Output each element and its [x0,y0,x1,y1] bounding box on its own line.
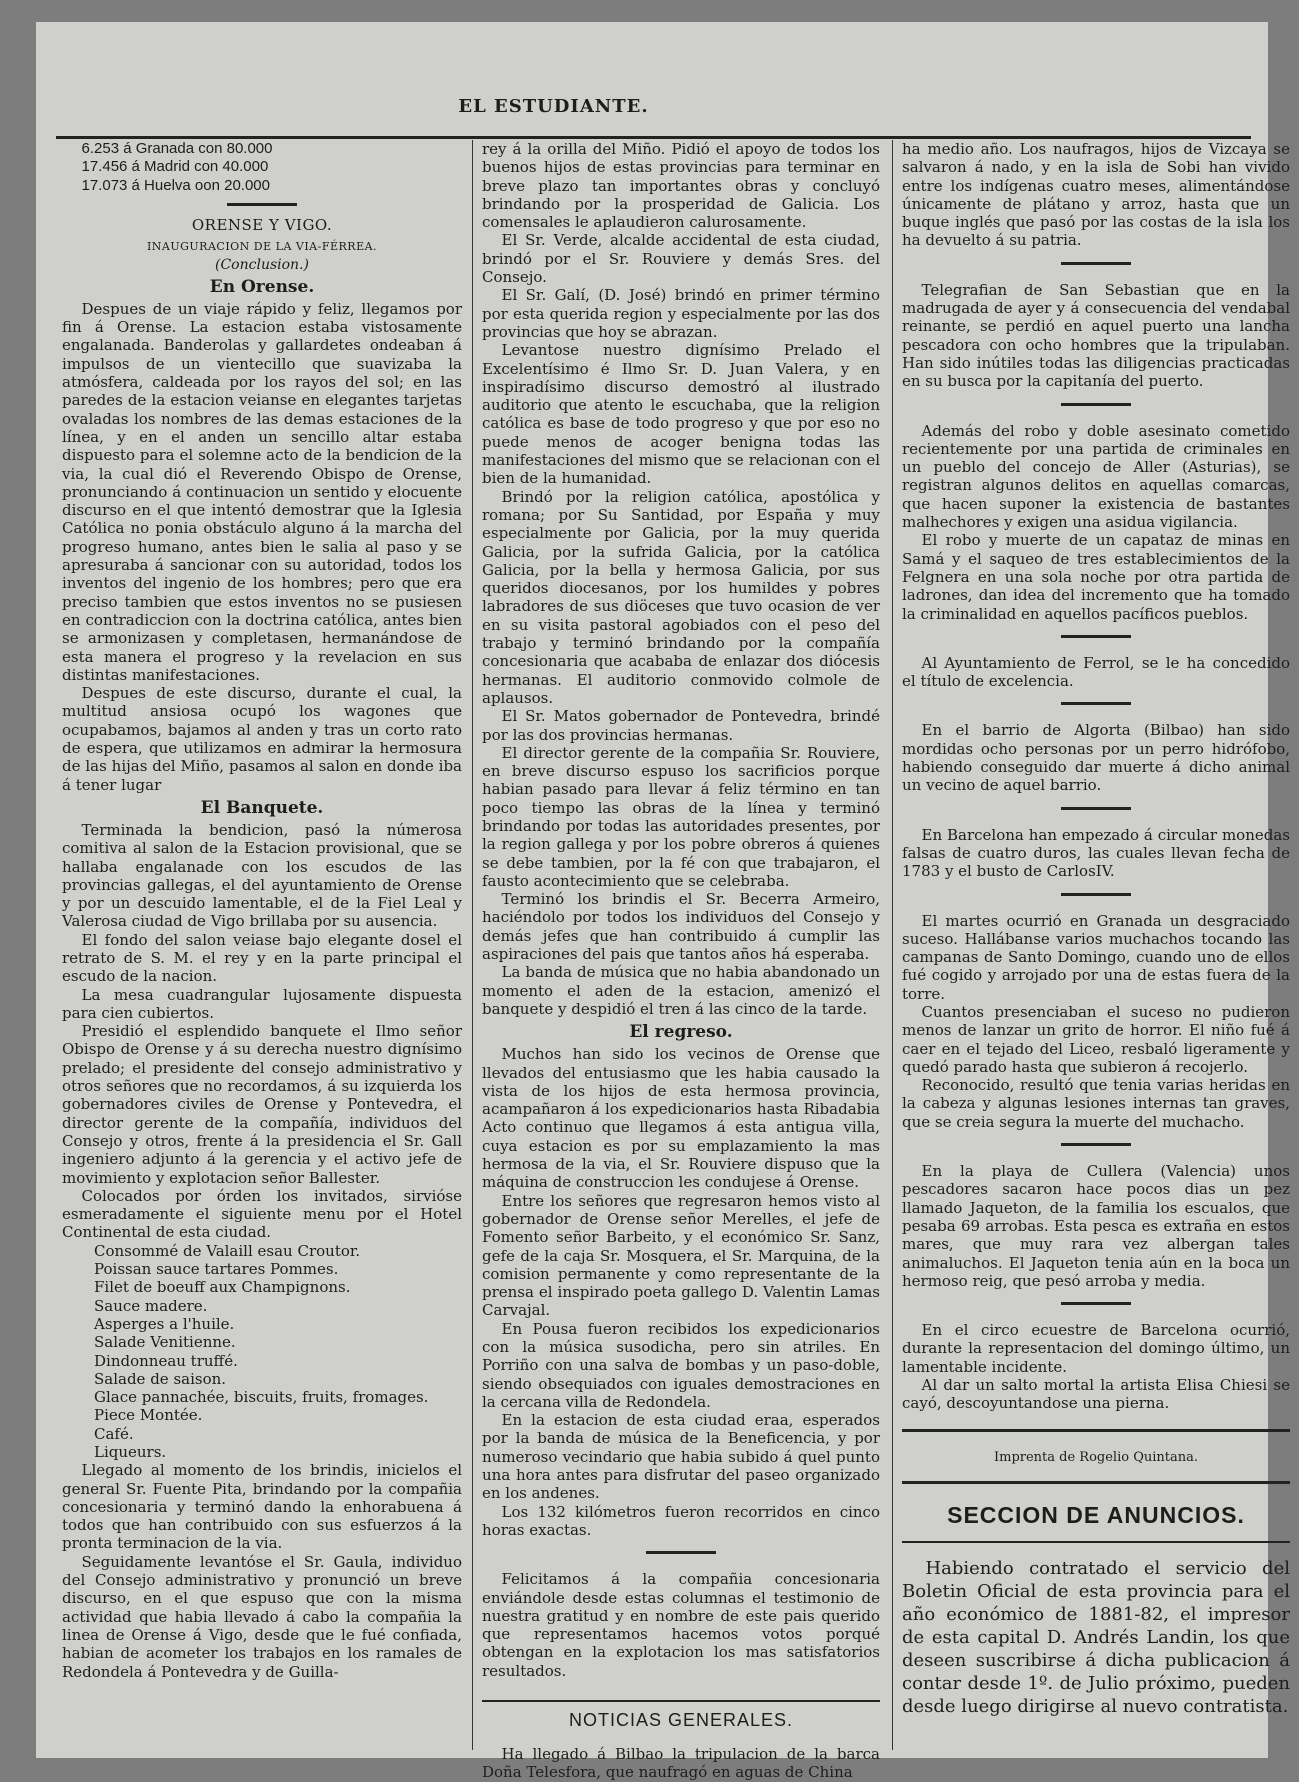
stat-line: 17.073 á Huelva oon 20.000 [81,176,270,194]
column-rule [472,140,473,1750]
column-1 [62,140,462,1750]
paragraph: Muchos han sido los vecinos de Orense que llevados del entusiasmo que les habia causado la vista de los hijos de esta hermosa provincia, acampañaron á los expedicionarios hasta Ribadabia Acto continuo que llegamos á esta antigua villa, cuya estacion es por su emplazamiento la mas hermosa de la via, el Sr. Rouviere dispuso que la máquina de construccion les condujese á Orense. [482,1045,880,1192]
masthead-title: EL ESTUDIANTE. [458,96,649,117]
paragraph: En la playa de Cullera (Valencia) unos pescadores sacaron hace pocos dias un pez llamado Jaqueton, de la familia los escualos, que pesaba 69 arrobas. Esta pesca es extraña en estos mares, que muy rara vez albergan tales animaluchos. El Jaqueton tenia aún en la boca un hermoso reig, que pesó arroba y media. [902,1162,1290,1290]
paragraph: Despues de un viaje rápido y feliz, llegamos por fin á Orense. La estacion estaba vistosamente engalanada. Banderolas y gallardetes ondeaban á impulsos de un vientecillo que suavizaba la atmósfera, caldeada por los rayos del sol; en las paredes de la estacion veianse en elegantes tarjetas ovaladas los nombres de las demas estaciones de la línea, y en el anden un sencillo altar estaba dispuesto para el solemne acto de la bendicion de la via, la cual dió el Reverendo Obispo de Orense, pronunciando á continuacion un sentido y elocuente discurso en el que intentó demostrar que la Iglesia Católica no ponia obstáculo alguno á la marcha del progreso humano, antes bien le salia al paso y se apresuraba á sancionar con su autoridad, todos los inventos del ingenio de los hombres; pero que era preciso tambien que estos inventos no se pusiesen en contradiccion con la doctrina católica, antes bien se armonizasen y completasen, hermanándose de esta manera el progreso y la revelacion en sus distintas manifestaciones. [62,299,462,684]
paragraph: Al dar un salto mortal la artista Elisa Chiesi se cayó, descoyuntandose una pierna. [902,1376,1290,1413]
paragraph: Reconocido, resultó que tenia varias heridas en la cabeza y algunas lesiones internas tan graves, que se creia segura la muerte del muchacho. [902,1076,1290,1131]
paragraph: Seguidamente levantóse el Sr. Gaula, individuo del Consejo administrativo y pronunció un breve discurso, en el que espuso que con la misma actividad que habia llevado á cabo la compañia la linea de Orense á Vigo, desde que le fué confiada, habian de acometer los trabajos en los ramales de Redondela á Pontevedra y de Guilla- [62,1552,462,1681]
paragraph: Al Ayuntamiento de Ferrol, se le ha concedido el título de excelencia. [902,653,1290,691]
menu-item: Filet de boeuff aux Champignons. [94,1278,351,1297]
article-subtitle: INAUGURACION DE LA VIA-FÉRREA. [146,239,378,253]
menu-item: Dindonneau truffé. [94,1351,238,1370]
menu-item: Salade Venitienne. [94,1333,236,1352]
divider [1061,403,1131,406]
section-heading: El regreso. [629,1022,733,1043]
paragraph: Ha llegado á Bilbao la tripulacion de la barca Doña Telesfora, que naufragó en aguas de China [482,1745,880,1782]
divider [227,203,297,206]
paragraph: Presidió el esplendido banquete el Ilmo señor Obispo de Orense y á su derecha nuestro dignísimo prelado; el presidente del consejo administrativo y otros señores que no recordamos, á su izquierda los gobernadores civiles de Orense y Pontevedra, el director gerente de la compañía, individuos del Consejo y otros, frente á la presidencia el Sr. Gall ingeniero adjunto á la gerencia y el activo jefe de movimiento y explotacion señor Ballester. [62,1022,462,1187]
menu-item: Asperges a l'huile. [94,1314,235,1333]
section-heading: El Banquete. [200,797,324,818]
divider [1061,1302,1131,1305]
paragraph: Cuantos presenciaban el suceso no pudieron menos de lanzar un grito de horror. El niño fué á caer en el tejado del Liceo, resbaló ligeramente y quedó parado hasta que subieron á recojerlo. [902,1002,1290,1076]
paragraph: Llegado al momento de los brindis, inicielos el general Sr. Fuente Pita, brindando por la compañia concesionaria y terminó dando la enhorabuena á todos que han contribuido con sus esfuerzos á la pronta terminacion de la via. [62,1461,462,1553]
paragraph: El fondo del salon veiase bajo elegante dosel el retrato de S. M. el rey y en la parte principal el escudo de la nacion. [62,930,462,986]
divider [902,1429,1290,1432]
stat-line: 17.456 á Madrid con 40.000 [81,158,269,176]
masthead [56,90,1251,139]
column-rule [892,140,893,1750]
menu-item: Consommé de Valaill esau Croutor. [94,1241,361,1260]
divider [1061,702,1131,705]
section-title-noticias: NOTICIAS GENERALES. [482,1700,880,1731]
paragraph: rey á la orilla del Miño. Pidió el apoyo de todos los buenos hijos de estas provincias para terminar en breve plazo tan importantes obras y concluyó brindando por la prosperidad de Galicia. Los comensales le aplaudieron calurosamente. [482,140,880,232]
paragraph: Levantose nuestro dignísimo Prelado el Excelentísimo é Ilmo Sr. D. Juan Valera, y en inspiradísimo discurso demostró al ilustrado auditorio que atento le escuchaba, que la religion católica es base de todo progreso y que por eso no puede menos de acoger benigna todas las manifestaciones del mismo que se relacionan con el bien de la humanidad. [482,341,880,488]
menu-item: Glace pannachée, biscuits, fruits, fromages. [94,1388,429,1407]
paragraph: Telegrafian de San Sebastian que en la madrugada de ayer y á consecuencia del vendabal reinante, se perdió en aquel puerto una lancha pescadora con ocho hombres que la tripulaban. Han sido inútiles todas las diligencias practicadas en su busca por la capitanía del puerto. [902,280,1290,391]
paragraph: El Sr. Galí, (D. José) brindó en primer término por esta querida region y especialmente por las dos provincias que hoy se abrazan. [482,286,880,341]
divider [1061,893,1131,896]
printer-credit: Imprenta de Rogelio Quintana. [993,1449,1198,1465]
paragraph: El director gerente de la compañia Sr. Rouviere, en breve discurso espuso los sacrificios porque habian pasado para llevar á feliz término en tan poco tiempo las obras de la línea y terminó brindando por todas las autoridades presentes, por la region gallega y por los pobre obreros á quienes se debe tambien, por la fé con que trabajaron, el fausto acontecimiento que se celebraba. [482,743,880,890]
paragraph: El martes ocurrió en Granada un desgraciado suceso. Hallábanse varios muchachos tocando las campanas de Santo Domingo, cuando uno de ellos fué cogido y arrojado por una de estas fuera de la torre. [902,911,1290,1003]
paragraph: En la estacion de esta ciudad eraa, esperados por la banda de música de la Beneficencia, y por numeroso vecindario que habia subido á quel punto una hora antes para disfrutar del paseo organizado en los andenes. [482,1411,880,1503]
stat-line: 6.253 á Granada con 80.000 [81,140,273,157]
ad-paragraph: Habiendo contratado el servicio del Boletin Oficial de esta provincia para el año económico de 1881-82, el impresor de esta capital D. Andrés Landin, los que deseen suscribirse á dicha publicacion á contar desde 1º. de Julio próximo, pueden desde luego dirigirse al nuevo contratista. [902,1557,1290,1717]
paragraph: Además del robo y doble asesinato cometido recientemente por una partida de criminales en un pueblo del concejo de Aller (Asturias), se registran algunos delitos en aquellas comarcas, que hacen suponer la existencia de bastantes malhechores y exigen una asidua vigilancia. [902,421,1290,532]
article-note: (Conclusion.) [215,256,309,273]
paragraph: Felicitamos á la compañia concesionaria enviándole desde estas columnas el testimonio de nuestra gratitud y en nombre de este pais querido que representamos hacemos votos porqué obtengan en la explotacion los mas satisfatorios resultados. [482,1570,880,1680]
paragraph: Brindó por la religion católica, apostólica y romana; por Su Santidad, por España y muy especialmente por Galicia, por la muy querida Galicia, por la sufrida Galicia, por la católica Galicia, por la bella y hermosa Galicia, por sus queridos diocesanos, por los humildes y pobres labradores de sus diöceses que tuvo ocasion de ver en su visita pastoral agobiados con el peso del trabajo y terminó brindando por la compañía concesionaria que acababa de enlazar dos diócesis hermanas. El auditorio conmovido colmole de aplausos. [482,487,880,707]
paragraph: La mesa cuadrangular lujosamente dispuesta para cien cubiertos. [62,985,462,1022]
ads-section-title: SECCION DE ANUNCIOS. [902,1502,1290,1543]
paragraph: El Sr. Verde, alcalde accidental de esta ciudad, brindó por el Sr. Rouviere y demás Sres. del Consejo. [482,231,880,287]
menu-item: Sauce madere. [94,1296,208,1315]
divider [1061,807,1131,810]
menu-item: Salade de saison. [94,1369,227,1388]
menu-item: Café. [94,1424,134,1443]
paragraph: Terminó los brindis el Sr. Becerra Armeiro, haciéndolo por todos los individuos del Consejo y demás jefes que han contribuido á cumplir las aspiraciones del pais que tantos años há esperaba. [482,890,880,964]
paragraph: En el circo ecuestre de Barcelona ocurrió, durante la representacion del domingo último, un lamentable incidente. [902,1321,1290,1376]
paragraph: El Sr. Matos gobernador de Pontevedra, brindé por las dos provincias hermanas. [482,707,880,744]
paragraph: El robo y muerte de un capataz de minas en Samá y el saqueo de tres establecimientos de la Felgnera en una sola noche por otra partida de ladrones, dan idea del incremento que ha tomado la criminalidad en aquellos pacíficos pueblos. [902,531,1290,623]
banquet-menu [62,1242,462,1462]
paragraph: En Barcelona han empezado á circular monedas falsas de cuatro duros, las cuales llevan fecha de 1783 y el busto de CarlosIV. [902,825,1290,881]
menu-item: Piece Montée. [94,1406,203,1425]
newspaper-page [36,22,1290,1782]
column-2 [482,140,880,1782]
paragraph: ha medio año. Los naufragos, hijos de Vizcaya se salvaron á nado, y en la isla de Sobi han vivido entre los indígenas cuatro meses, alimentándose únicamente de plátano y arroz, hasta que un buque inglés que pasó por las costas de la isla los ha devuelto á su patria. [902,140,1290,250]
section-heading: En Orense. [209,276,315,297]
column-3 [902,140,1290,1750]
divider [1061,1143,1131,1146]
menu-item: Poissan sauce tartares Pommes. [94,1260,339,1279]
divider [1061,635,1131,638]
paragraph: En el barrio de Algorta (Bilbao) han sido mordidas ocho personas por un perro hidrófobo, habiendo conseguido dar muerte á dicho animal un vecino de aquel barrio. [902,721,1290,795]
menu-item: Liqueurs. [94,1443,167,1461]
divider [646,1551,716,1554]
paragraph: Terminada la bendicion, pasó la númerosa comitiva al salon de la Estacion provisional, que se hallaba engalanade con los escudos de las provincias gallegas, el del ayuntamiento de Orense y por un descuido lamentable, el de la Fiel Leal y Valerosa ciudad de Vigo brillaba por su ausencia. [62,820,462,931]
paragraph: Entre los señores que regresaron hemos visto al gobernador de Orense señor Merelles, el jefe de Fomento señor Barbeito, y el económico Sr. Sanz, gefe de la caja Sr. Mosquera, el Sr. Marquina, de la comision permanente y como representante de la prensa el inspirado poeta gallego D. Valentin Lamas Carvajal. [482,1191,880,1320]
paragraph: Colocados por órden los invitados, sirvióse esmeradamente el siguiente menu por el Hotel Continental de esta ciudad. [62,1186,462,1242]
paragraph: Despues de este discurso, durante el cual, la multitud ansiosa ocupó los wagones que ocupabamos, bajamos al anden y tras un corto rato de espera, que utilizamos en admirar la hermosura de las hijas del Miño, pasamos al salon en donde iba á tener lugar [62,684,462,794]
divider [902,1481,1290,1484]
paragraph: En Pousa fueron recibidos los expedicionarios con la música susodicha, pero sin atriles. En Porriño con una salva de bombas y un paso-doble, siendo obsequiados con iguales demostraciones en la cercana villa de Redondela. [482,1319,880,1411]
paragraph: Los 132 kilómetros fueron recorridos en cinco horas exactas. [482,1502,880,1539]
article-title: ORENSE Y VIGO. [191,215,333,234]
paragraph: La banda de música que no habia abandonado un momento el aden de la estacion, amenizó el banquete y despidió el tren á las cinco de la tarde. [482,963,880,1018]
divider [1061,262,1131,265]
